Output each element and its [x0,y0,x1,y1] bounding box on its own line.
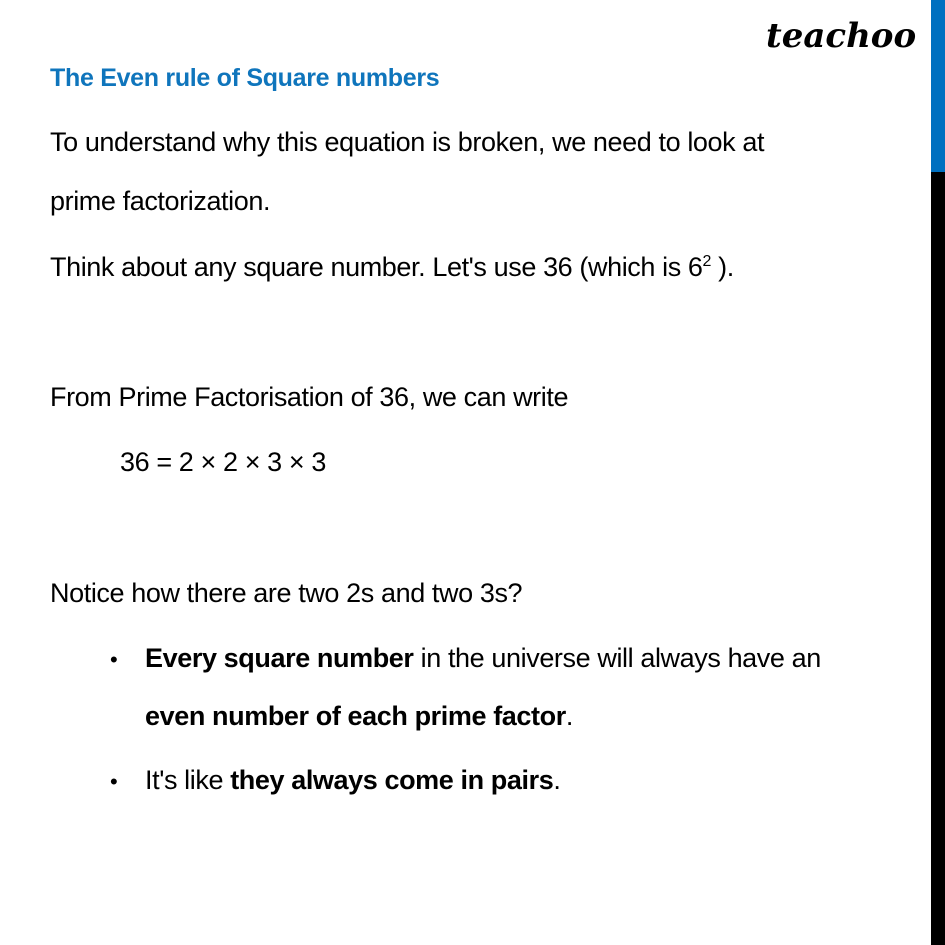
bullet-item-1-line-1 [110,643,821,674]
bullet-1-bold-start: Every square number [145,643,414,673]
bullet-1-bold-line2: even number of each prime factor [145,701,566,731]
from-line: From Prime Factorisation of 36, we can write [50,382,569,412]
factorization-equation: 36 = 2 × 2 × 3 × 3 [120,447,326,477]
think-suffix: ). [711,252,734,282]
notice-line: Notice how there are two 2s and two 3s? [50,578,523,608]
bullet-2-text-end: . [553,765,561,795]
bullet-icon: • [110,647,118,672]
slide-title: The Even rule of Square numbers [50,64,440,92]
superscript-exponent: 2 [702,253,712,270]
intro-line-1: To understand why this equation is broken, we need to look at [50,127,765,157]
bullet-2-text-start: It's like [145,765,231,795]
think-prefix: Think about any square number. Let's use 36 (which is 6 [50,252,703,282]
bullet-1-text-end: . [565,701,573,731]
sidebar-accent-black [931,172,945,945]
bullet-item-1-line-2 [145,701,573,732]
sidebar-accent-blue [931,0,945,172]
bullet-2-bold-mid: they always come in pairs [230,765,554,795]
bullet-1-text-mid: in the universe will always have an [413,643,821,673]
intro-line-2: prime factorization. [50,186,271,216]
teachoo-logo: teachoo [766,16,917,56]
think-line [50,252,734,283]
bullet-item-2 [110,765,560,796]
bullet-icon: • [110,769,118,794]
